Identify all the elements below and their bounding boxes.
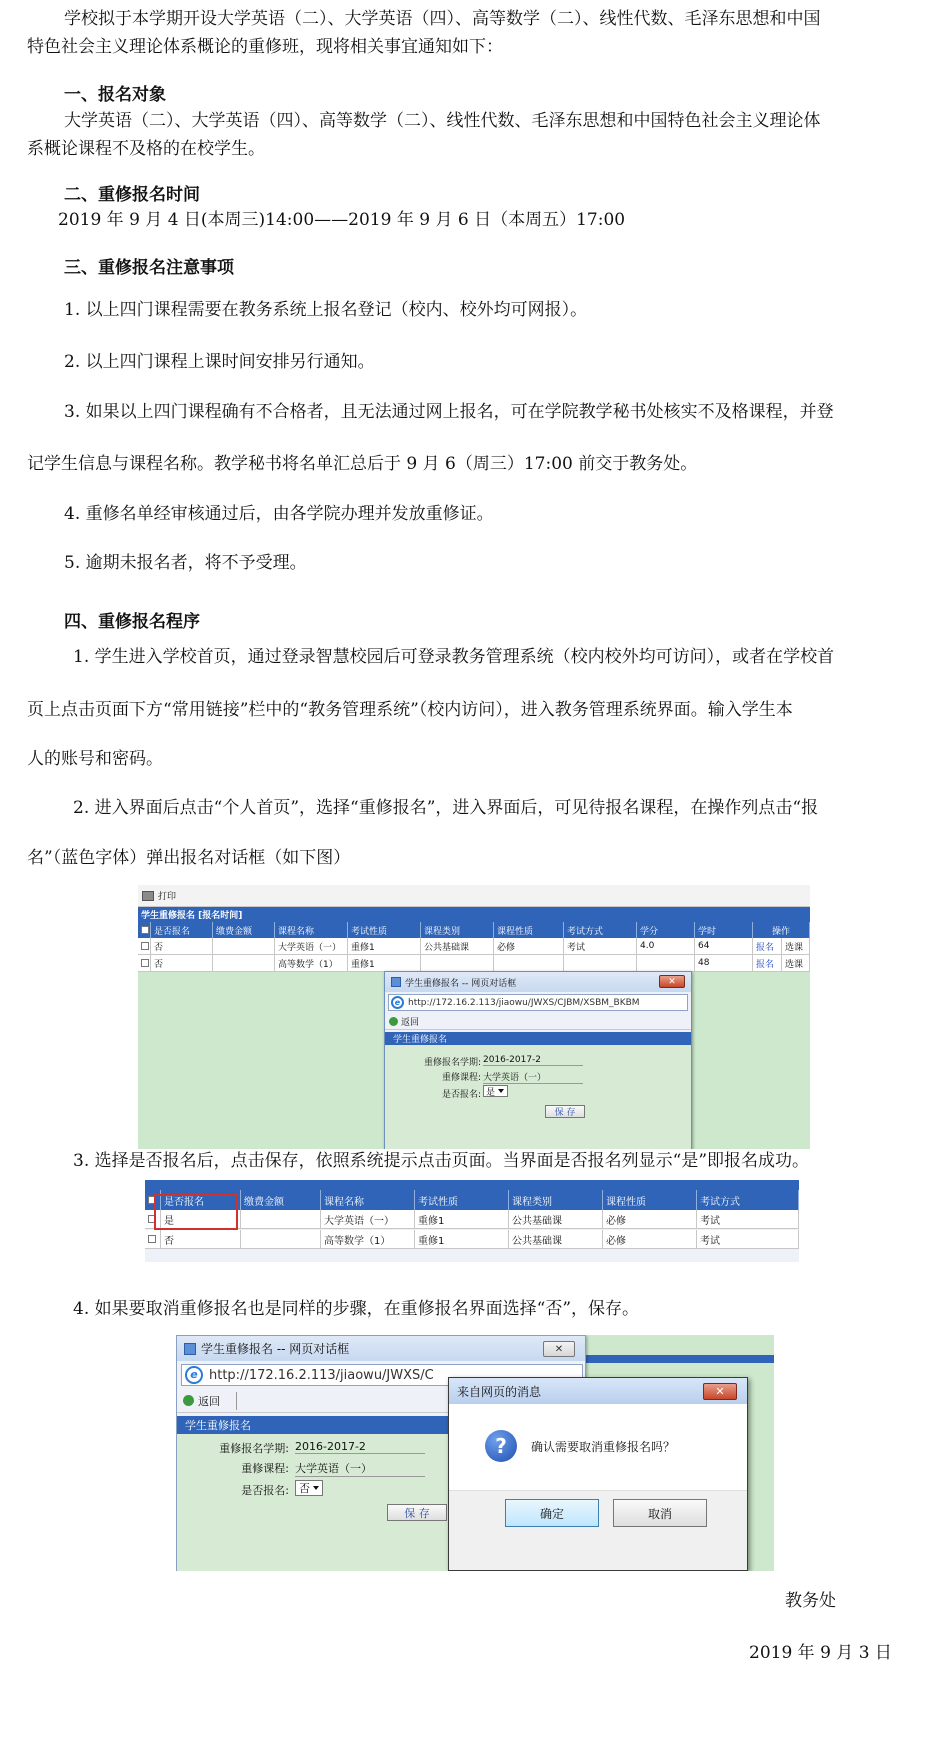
cell-hours: 48 xyxy=(695,955,753,971)
dialog-url: http://172.16.2.113/jiaowu/JWXS/CJBM/XSBM_BKBM xyxy=(408,997,640,1008)
section4-step2a: 2. 进入界面后点击“个人首页”，选择“重修报名”，进入界面后，可见待报名课程，在操作列点击“报 xyxy=(73,798,819,818)
back-icon xyxy=(389,1017,398,1026)
cell-exam-method: 考试 xyxy=(564,938,637,954)
window-icon xyxy=(184,1343,196,1355)
cell-course: 高等数学（1） xyxy=(275,955,348,971)
message-title: 来自网页的消息 xyxy=(449,1378,747,1404)
section3-item-5: 5. 逾期未报名者，将不予受理。 xyxy=(64,553,307,573)
term-label: 重修报名学期: xyxy=(219,1442,289,1455)
screenshot-enroll-dialog xyxy=(138,885,810,1149)
toolbar-divider xyxy=(236,1392,237,1410)
col-hours: 学时 xyxy=(695,922,753,938)
row-checkbox[interactable] xyxy=(148,1235,156,1243)
cell-enrolled: 否 xyxy=(151,955,213,971)
enroll-select[interactable] xyxy=(295,1480,323,1496)
dialog-section-title: 学生重修报名 xyxy=(385,1032,691,1045)
cell-nature xyxy=(494,955,564,971)
cell-exam-nature: 重修1 xyxy=(348,955,421,971)
dialog-titlebar xyxy=(177,1336,585,1361)
screenshot-enroll-success xyxy=(145,1180,799,1262)
col-exam-method: 考试方式 xyxy=(564,922,637,938)
enroll-select-value: 否 xyxy=(299,1482,310,1495)
course-value: 大学英语（一） xyxy=(295,1460,425,1477)
message-text: 确认需要取消重修报名吗？ xyxy=(531,1440,676,1454)
cell-exam-nature: 重修1 xyxy=(415,1210,509,1228)
back-icon xyxy=(183,1395,194,1406)
table-row xyxy=(138,938,810,955)
section4-title: 四、重修报名程序 xyxy=(64,612,200,632)
dialog-toolbar xyxy=(385,1013,691,1030)
cell-enrolled: 否 xyxy=(161,1230,241,1248)
term-value: 2016-2017-2 xyxy=(483,1055,583,1066)
col-exam-nature: 考试性质 xyxy=(348,922,421,938)
select-course-link[interactable]: 选课 xyxy=(782,938,810,954)
cell-nature: 必修 xyxy=(494,938,564,954)
grid-title-strip xyxy=(145,1180,799,1190)
col-course: 课程名称 xyxy=(321,1190,415,1210)
section4-step2b: 名”（蓝色字体）弹出报名对话框（如下图） xyxy=(27,848,351,868)
ok-button[interactable]: 确定 xyxy=(505,1499,599,1527)
dialog-title: 学生重修报名 -- 网页对话框 xyxy=(405,978,517,989)
close-icon[interactable]: ✕ xyxy=(659,975,685,988)
col-nature: 课程性质 xyxy=(494,922,564,938)
dialog-form xyxy=(385,1045,691,1149)
dialog-titlebar xyxy=(385,972,691,992)
col-course: 课程名称 xyxy=(275,922,348,938)
grid-header-row xyxy=(138,922,810,938)
col-credit: 学分 xyxy=(637,922,695,938)
col-exam-method: 考试方式 xyxy=(697,1190,799,1210)
back-button[interactable]: 返回 xyxy=(401,1017,420,1028)
cell-fee xyxy=(241,1230,321,1248)
section4-step4: 4. 如果要取消重修报名也是同样的步骤，在重修报名界面选择“否”，保存。 xyxy=(73,1299,640,1319)
section1-line-2: 系概论课程不及格的在校学生。 xyxy=(27,139,265,159)
table-row xyxy=(145,1210,799,1229)
close-icon[interactable]: ✕ xyxy=(703,1383,737,1400)
chevron-down-icon xyxy=(313,1486,319,1490)
enroll-dialog xyxy=(384,971,692,1149)
cell-nature: 必修 xyxy=(603,1230,697,1248)
select-all-checkbox[interactable] xyxy=(141,926,149,934)
cell-category: 公共基础课 xyxy=(509,1230,603,1248)
term-value: 2016-2017-2 xyxy=(295,1440,425,1454)
cell-nature: 必修 xyxy=(603,1210,697,1228)
section4-step1a: 1. 学生进入学校首页，通过登录智慧校园后可登录教务管理系统（校内校外均可访问），或者在学校首 xyxy=(73,647,835,667)
col-nature: 课程性质 xyxy=(603,1190,697,1210)
section2-text: 2019 年 9 月 4 日(本周三)14:00——2019 年 9 月 6 日（本周五）17:00 xyxy=(58,210,626,230)
section3-title: 三、重修报名注意事项 xyxy=(64,258,234,278)
close-icon[interactable]: ✕ xyxy=(543,1341,575,1357)
cell-fee xyxy=(213,938,275,954)
cell-category xyxy=(421,955,494,971)
grid-header-row xyxy=(145,1190,799,1210)
address-bar xyxy=(388,994,688,1011)
enroll-link[interactable]: 报名 xyxy=(756,942,775,953)
section1-line-1: 大学英语（二）、大学英语（四）、高等数学（二）、线性代数、毛泽东思想和中国特色社会主义理论体 xyxy=(64,111,821,131)
cell-course: 大学英语（一） xyxy=(321,1210,415,1228)
cell-fee xyxy=(241,1210,321,1228)
enroll-label: 是否报名: xyxy=(241,1484,289,1497)
cell-exam-nature: 重修1 xyxy=(415,1230,509,1248)
cancel-button[interactable]: 取消 xyxy=(613,1499,707,1527)
cell-exam-method xyxy=(564,955,637,971)
section2-title: 二、重修报名时间 xyxy=(64,185,200,205)
dialog-url: http://172.16.2.113/jiaowu/JWXS/C xyxy=(209,1367,434,1383)
course-value: 大学英语（一） xyxy=(483,1070,583,1084)
intro-line-2: 特色社会主义理论体系概论的重修班，现将相关事宜通知如下： xyxy=(27,37,503,57)
col-category: 课程类别 xyxy=(421,922,494,938)
background-header xyxy=(586,1355,774,1363)
cell-enrolled: 否 xyxy=(151,938,213,954)
section4-step1b: 页上点击页面下方“常用链接”栏中的“教务管理系统”（校内访问），进入教务管理系统界面。输入学生本 xyxy=(27,700,793,720)
col-enrolled: 是否报名 xyxy=(161,1190,241,1210)
table-row xyxy=(138,955,810,972)
cell-credit xyxy=(637,955,695,971)
cell-credit: 4.0 xyxy=(637,938,695,954)
col-fee: 缴费金额 xyxy=(213,922,275,938)
footer-date: 2019 年 9 月 3 日 xyxy=(749,1643,892,1663)
cell-hours: 64 xyxy=(695,938,753,954)
row-checkbox[interactable] xyxy=(141,959,149,967)
message-button-bar xyxy=(449,1490,747,1570)
row-checkbox[interactable] xyxy=(141,942,149,950)
section3-item-4: 4. 重修名单经审核通过后，由各学院办理并发放重修证。 xyxy=(64,504,494,524)
section4-step1c: 人的账号和密码。 xyxy=(27,749,163,769)
cell-category: 公共基础课 xyxy=(421,938,494,954)
cell-enrolled: 是 xyxy=(161,1210,241,1228)
enroll-select-value: 是 xyxy=(486,1087,496,1098)
section3-item-3a: 3. 如果以上四门课程确有不合格者，且无法通过网上报名，可在学院教学秘书处核实不及格课程，并登 xyxy=(64,402,834,422)
col-fee: 缴费金额 xyxy=(241,1190,321,1210)
cell-fee xyxy=(213,955,275,971)
dialog-title: 学生重修报名 -- 网页对话框 xyxy=(201,1342,350,1356)
dialog-section-title: 学生重修报名 xyxy=(177,1416,585,1434)
chevron-down-icon xyxy=(498,1089,504,1093)
footer-office: 教务处 xyxy=(785,1591,836,1611)
table-row xyxy=(145,1230,799,1249)
highlight-box xyxy=(154,1194,238,1230)
ie-icon: e xyxy=(391,996,404,1009)
course-label: 重修课程: xyxy=(441,1073,481,1083)
confirm-message-box xyxy=(448,1377,748,1571)
course-label: 重修课程: xyxy=(241,1462,289,1475)
term-label: 重修报名学期: xyxy=(423,1058,481,1068)
cell-course: 大学英语（一） xyxy=(275,938,348,954)
question-icon: ? xyxy=(485,1430,517,1462)
cell-exam-method: 考试 xyxy=(697,1230,799,1248)
cell-course: 高等数学（1） xyxy=(321,1230,415,1248)
cell-exam-nature: 重修1 xyxy=(348,938,421,954)
printer-icon xyxy=(142,891,154,901)
col-enrolled: 是否报名 xyxy=(151,922,213,938)
grid-title: 学生重修报名 [报名时间] xyxy=(138,907,810,922)
section1-title: 一、报名对象 xyxy=(64,85,166,105)
save-button[interactable]: 保 存 xyxy=(545,1105,585,1118)
ie-icon: e xyxy=(185,1366,203,1384)
back-button[interactable]: 返回 xyxy=(198,1394,220,1408)
print-button[interactable]: 打印 xyxy=(158,892,177,902)
enroll-link[interactable]: 报名 xyxy=(756,959,775,970)
section3-item-1: 1. 以上四门课程需要在教务系统上报名登记（校内、校外均可网报）。 xyxy=(64,300,588,320)
intro-line-1: 学校拟于本学期开设大学英语（二）、大学英语（四）、高等数学（二）、线性代数、毛泽东思想和中国 xyxy=(64,9,821,29)
col-exam-nature: 考试性质 xyxy=(415,1190,509,1210)
cell-exam-method: 考试 xyxy=(697,1210,799,1228)
enroll-select[interactable] xyxy=(483,1085,508,1098)
save-button[interactable]: 保 存 xyxy=(387,1504,447,1521)
section4-step3: 3. 选择是否报名后，点击保存，依照系统提示点击页面。当界面是否报名列显示“是”即报名成功。 xyxy=(73,1151,810,1171)
col-category: 课程类别 xyxy=(509,1190,603,1210)
enroll-label: 是否报名: xyxy=(441,1090,481,1100)
section3-item-2: 2. 以上四门课程上课时间安排另行通知。 xyxy=(64,352,375,372)
section3-item-3b: 记学生信息与课程名称。教学秘书将名单汇总后于 9 月 6（周三）17:00 前交于教务处。 xyxy=(27,454,698,474)
toolbar xyxy=(138,885,810,907)
cell-category: 公共基础课 xyxy=(509,1210,603,1228)
screenshot-cancel-dialog xyxy=(176,1335,774,1571)
select-course-link[interactable]: 选课 xyxy=(782,955,810,971)
window-icon xyxy=(391,977,401,987)
col-operation: 操作 xyxy=(753,922,810,938)
